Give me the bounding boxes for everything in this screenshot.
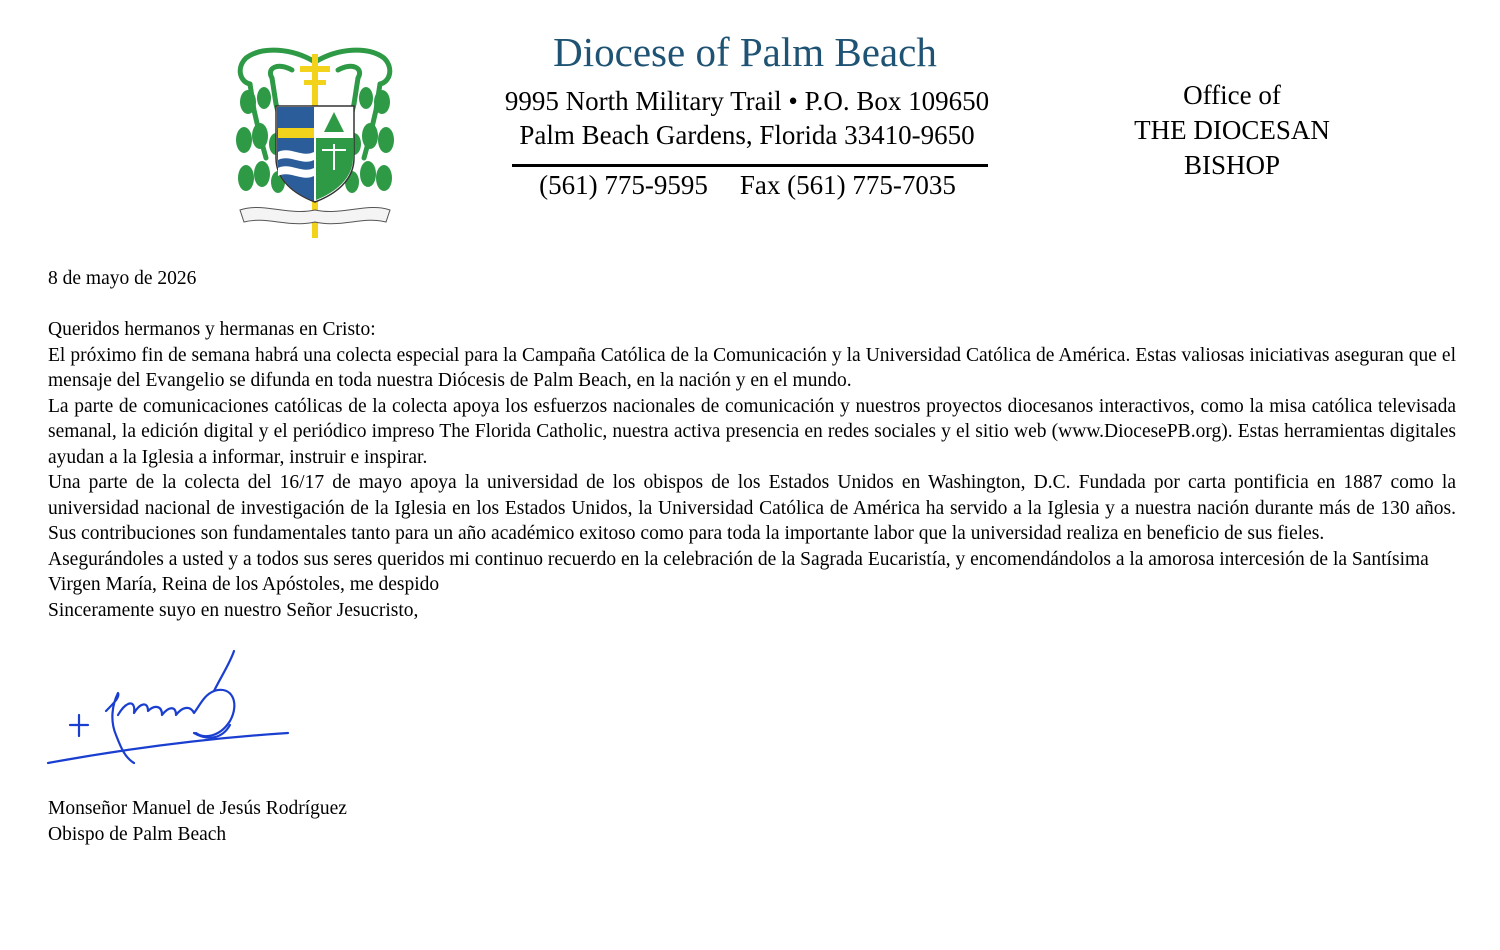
office-of-bishop bbox=[1112, 78, 1352, 183]
letter-paragraph: Asegurándoles a usted y a todos sus seres queridos mi continuo recuerdo en la celebración de la Sagrada Eucaristía, y encomendándolos a la amorosa intercesión de la Santísima Virgen María, Reina de los Apóstoles, me despido bbox=[48, 548, 1429, 595]
address-line-city: Palm Beach Gardens, Florida 33410-9650 bbox=[519, 120, 975, 150]
office-line: THE DIOCESAN bbox=[1134, 115, 1330, 145]
contact-numbers bbox=[505, 170, 990, 201]
address-block bbox=[460, 84, 1034, 152]
letter-paragraph: La parte de comunicaciones católicas de la colecta apoya los esfuerzos nacionales de comunicación y nuestros proyectos diocesanos interactivos, como la misa católica televisada semanal, la edición digital y el periódico impreso The Florida Catholic, nuestra activa presencia en redes sociales y el sitio web (www.DiocesePB.org). Estas herramientas digitales ayudan a la Iglesia a informar, instruir e inspirar. bbox=[48, 395, 1456, 468]
closing: Sinceramente suyo en nuestro Señor Jesucristo, bbox=[48, 599, 419, 621]
signer-block bbox=[48, 796, 347, 847]
header-divider bbox=[512, 164, 988, 167]
diocese-name: Diocese of Palm Beach bbox=[553, 29, 937, 75]
phone-number: (561) 775-9595 bbox=[539, 170, 708, 200]
diocese-coat-of-arms bbox=[232, 40, 398, 240]
fax-number: Fax (561) 775-7035 bbox=[739, 170, 956, 200]
signer-name: Monseñor Manuel de Jesús Rodríguez bbox=[48, 798, 347, 819]
salutation: Queridos hermanos y hermanas en Cristo: bbox=[48, 319, 376, 340]
signer-title: Obispo de Palm Beach bbox=[48, 823, 227, 845]
letter-paragraph: Una parte de la colecta del 16/17 de mayo apoya la universidad de los obispos de los Estados Unidos en Washington, D.C. Fundada por carta pontificia en 1887 como la universidad nacional de investigación de la Iglesia en los Estados Unidos, la Universidad Católica de América ha servido a la Iglesia y a nuestra nación durante más de 130 años. Sus contribuciones son fundamentales tanto para un año académico exitoso como para toda la importante labor que la universidad realiza en beneficio de sus fieles. bbox=[48, 472, 1456, 544]
letter-body bbox=[48, 317, 1456, 623]
handwritten-signature bbox=[44, 645, 294, 770]
address-line-street: 9995 North Military Trail • P.O. Box 109650 bbox=[504, 86, 990, 116]
letter-paragraph: El próximo fin de semana habrá una colecta especial para la Campaña Católica de la Comunicación y la Universidad Católica de América. Estas valiosas iniciativas aseguran que el mensaje del Evangelio se difunda en toda nuestra Diócesis de Palm Beach, en la nación y en el mundo. bbox=[48, 344, 1456, 391]
office-line: BISHOP bbox=[1183, 150, 1281, 180]
letter-date: 8 de mayo de 2026 bbox=[48, 268, 197, 289]
office-line: Office of bbox=[1183, 80, 1281, 110]
